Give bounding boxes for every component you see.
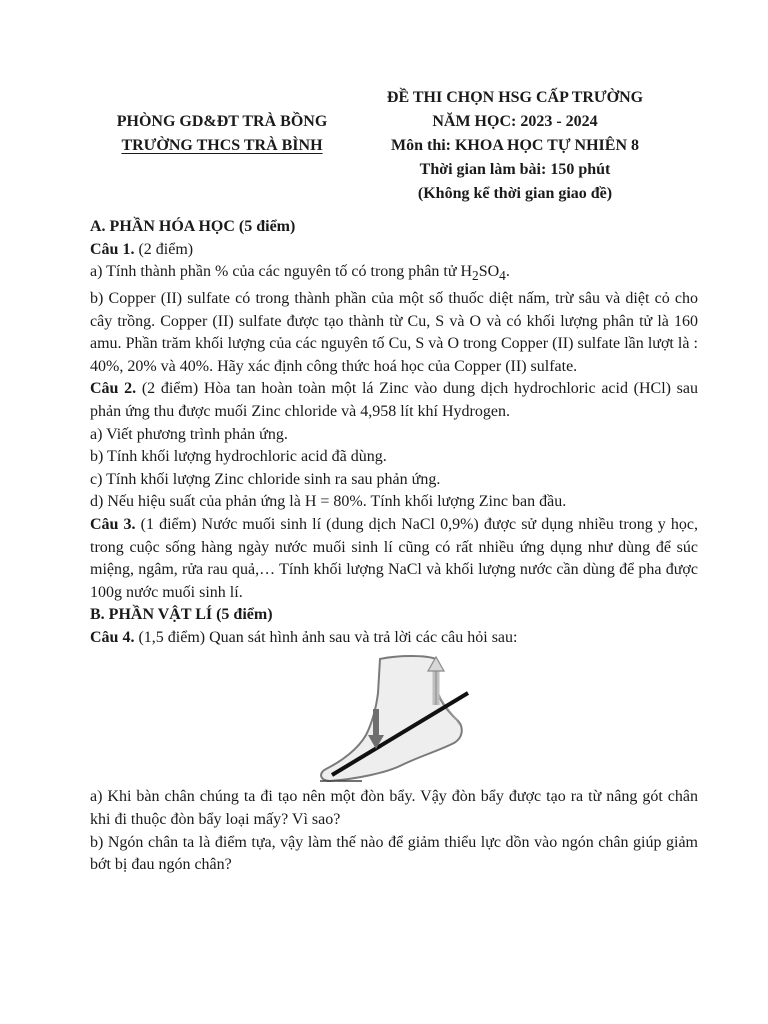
question-4-intro: (1,5 điểm) Quan sát hình ảnh sau và trả lời các câu hỏi sau: [134,628,518,646]
school-year: NĂM HỌC: 2023 - 2024 [432,113,598,130]
question-4 [90,627,698,650]
exam-content [90,216,698,877]
question-2c: c) Tính khối lượng Zinc chloride sinh ra sau phản ứng. [90,470,441,488]
question-4b: b) Ngón chân ta là điểm tựa, vậy làm thế nào để giảm thiểu lực dồn vào ngón chân giúp giảm bớt bị đau ngón chân? [90,833,698,874]
header-right [345,86,685,206]
section-b-title: B. PHẦN VẬT LÍ (5 điểm) [90,606,273,624]
question-2a: a) Viết phương trình phản ứng. [90,425,288,443]
foot-shape [321,656,462,781]
foot-lever-illustration [318,653,498,786]
question-3 [90,514,698,604]
exam-note: (Không kể thời gian giao đề) [417,185,613,202]
subscript-4: 4 [499,268,506,284]
question-3-text: (1 điểm) Nước muối sinh lí (dung dịch NaCl 0,9%) được sử dụng nhiều trong y học, trong cuộc sống hàng ngày nước muối sinh lí cũng có rất nhiều ứng dụng như dùng để súc miệng, ngâm, rửa rau quả,… Tính khối lượng NaCl và khối lượng nước cần dùng để pha được 100g nước muối sinh lí. [90,515,699,601]
question-4-label: Câu 4. [90,628,135,646]
question-2-label: Câu 2. [90,380,137,398]
question-2 [90,378,698,423]
school-name: TRƯỜNG THCS TRÀ BÌNH [121,137,323,154]
question-1-heading [90,239,698,262]
question-1b: b) Copper (II) sulfate có trong thành phần của một số thuốc diệt nấm, trừ sâu và diệt cỏ cho cây trồng. Copper (II) sulfate được tạo thành từ Cu, S và O và có khối lượng phân tử là 160 amu. Phần trăm khối lượng của các nguyên tố Cu, S và O trong Copper (II) sulfate lần lượt là : 40%, 20% và 40%. Hãy xác định công thức hoá học của Copper (II) sulfate. [90,289,698,375]
department-name: PHÒNG GD&ĐT TRÀ BỒNG [116,113,328,130]
question-1a-text: a) Tính thành phần % của các nguyên tố có trong phân tử H [90,263,473,281]
question-1a [90,261,698,288]
subscript-2: 2 [472,268,479,284]
question-3-label: Câu 3. [90,515,136,533]
header-left [82,110,362,158]
question-2-intro: (2 điểm) Hòa tan hoàn toàn một lá Zinc vào dung dịch hydrochloric acid (HCl) sau phản ứng thu được muối Zinc chloride và 4,958 lít khí Hydrogen. [90,380,698,420]
exam-duration: Thời gian làm bài: 150 phút [419,161,611,178]
formula-so: SO [478,263,500,281]
foot-lever-svg [318,653,498,786]
question-1-points: (2 điểm) [134,240,194,258]
question-2b: b) Tính khối lượng hydrochloric acid đã dùng. [90,448,387,466]
exam-title: ĐỀ THI CHỌN HSG CẤP TRƯỜNG [386,89,644,106]
section-a-title: A. PHẦN HÓA HỌC (5 điểm) [90,218,296,235]
exam-subject: Môn thi: KHOA HỌC TỰ NHIÊN 8 [390,137,640,154]
question-1a-end: . [505,263,510,281]
question-4a: a) Khi bàn chân chúng ta đi tạo nên một đòn bẩy. Vậy đòn bẩy được tạo ra từ nâng gót chân khi đi thuộc đòn bẩy loại mấy? Vì sao? [90,788,698,829]
question-2d: d) Nếu hiệu suất của phản ứng là H = 80%. Tính khối lượng Zinc ban đầu. [90,493,567,511]
question-1-label: Câu 1. [90,240,135,258]
